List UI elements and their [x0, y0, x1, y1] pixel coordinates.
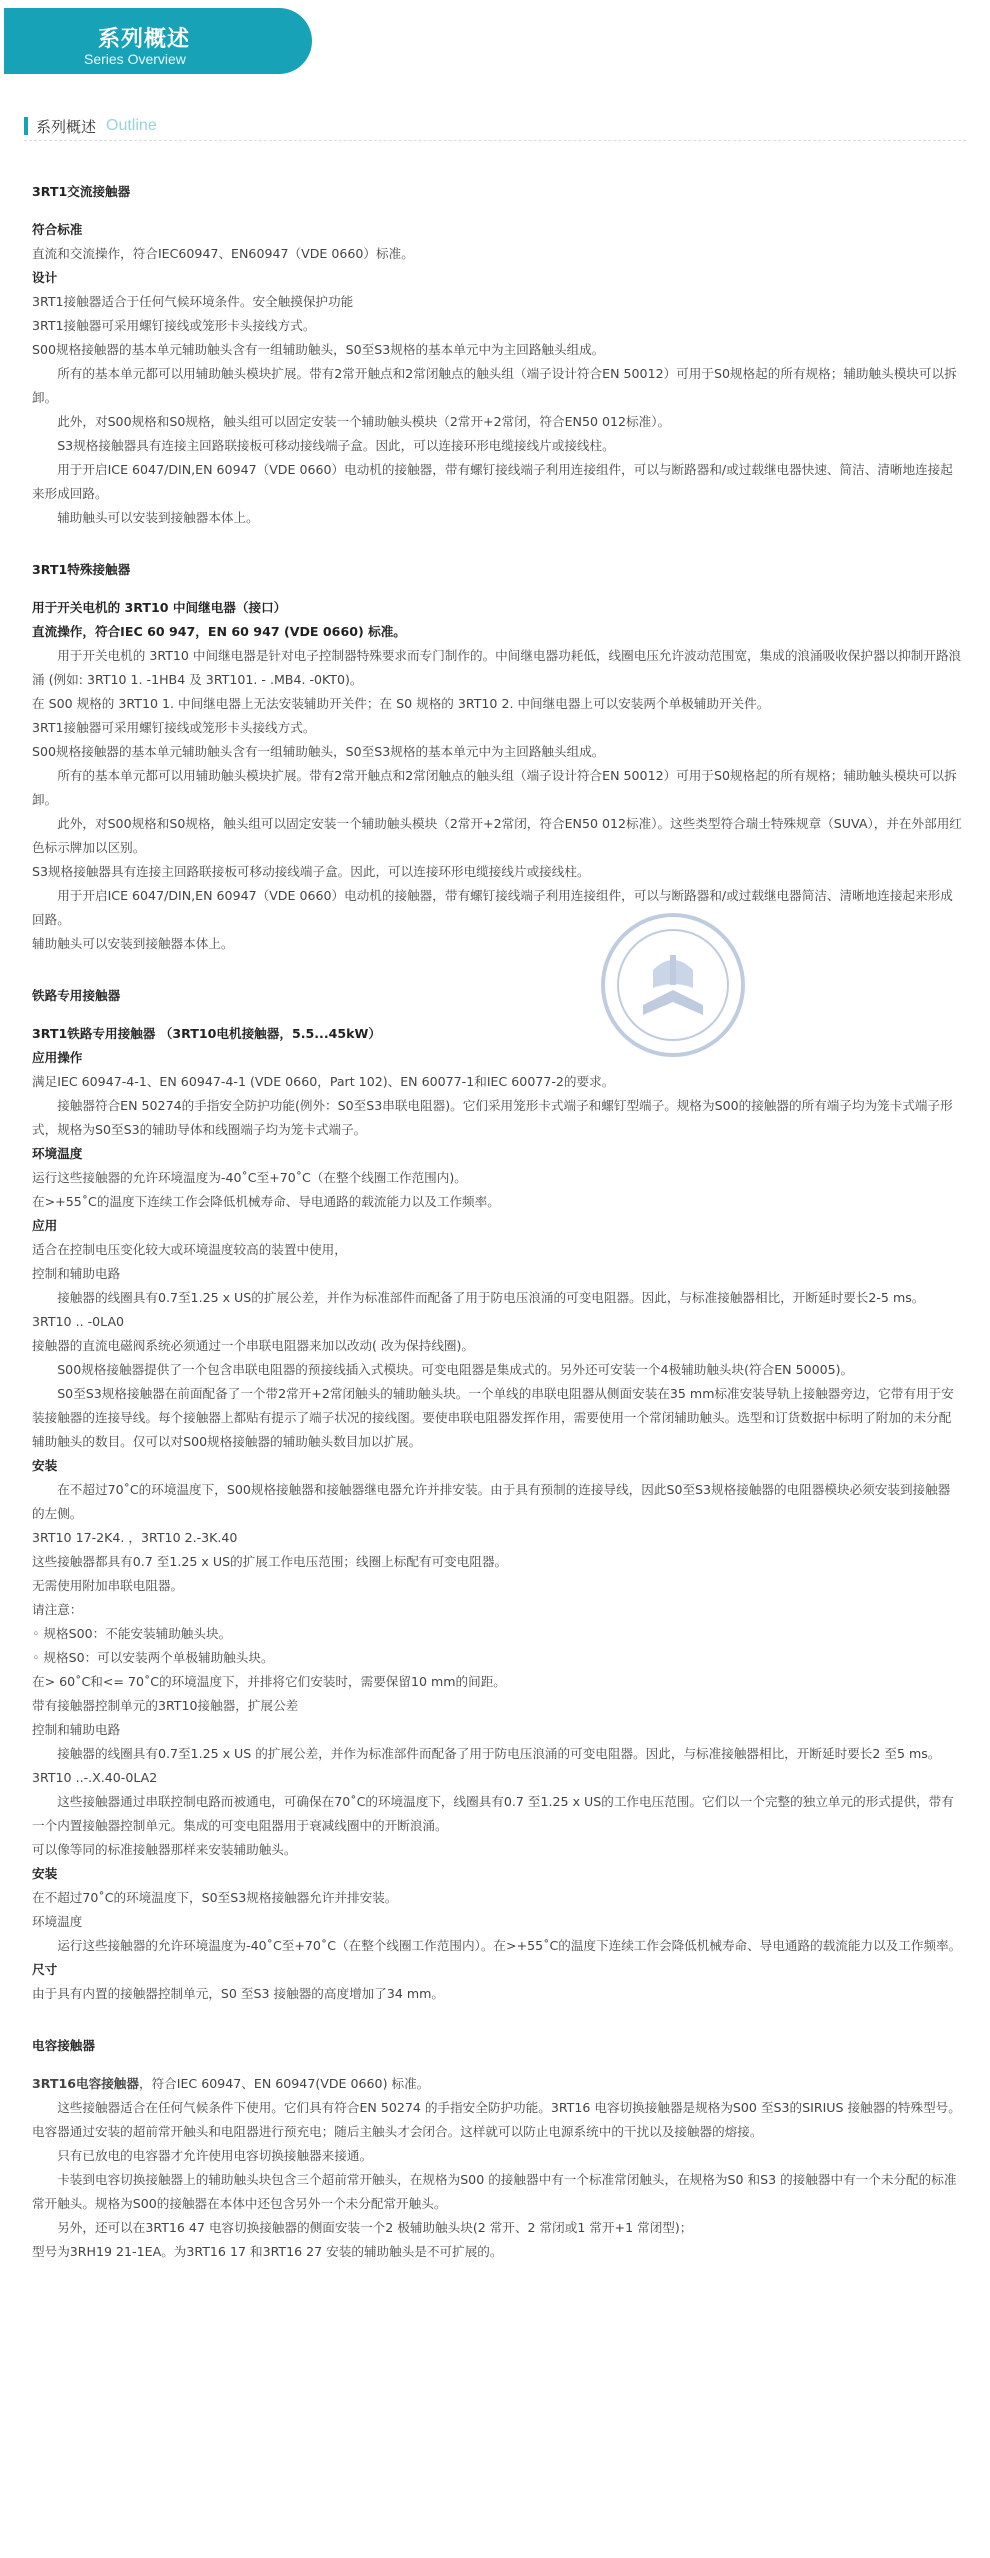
heading-line: 铁路专用接触器: [32, 988, 121, 1003]
paragraph: S0至S3规格接触器在前面配备了一个带2常开+2常闭触头的辅助触头块。一个单线的串联电阻器从侧面安装在35 mm标准安装导轨上接触器旁边，它带有用于安装接触器的连接导线。每个接触器上都贴有提示了端子状况的接线图。要使串联电阻器发挥作用，需要使用一个常闭辅助触头。选型和订货数据中标明了附加的未分配辅助触头的数目。仅可以对S00规格接触器的辅助触头数目加以扩展。: [32, 1386, 954, 1449]
paragraph: 运行这些接触器的允许环境温度为-40˚C至+70˚C（在整个线圈工作范围内)。: [32, 1170, 467, 1185]
paragraph: 接触器的线圈具有0.7至1.25 x US的扩展公差，并作为标准部件而配备了用于防电压浪涌的可变电阻器。因此，与标准接触器相比，开断延时要长2-5 ms。: [57, 1290, 925, 1305]
paragraph: 在> 60˚C和<= 70˚C的环境温度下，并排将它们安装时，需要保留10 mm的间距。: [32, 1674, 506, 1689]
paragraph: 此外，对S00规格和S0规格，触头组可以固定安装一个辅助触头模块（2常开+2常闭，符合EN50 012标准）。: [57, 414, 671, 429]
paragraph: 3RT10 17-2K4. ，3RT10 2.-3K.40: [32, 1530, 238, 1545]
paragraph: 运行这些接触器的允许环境温度为-40˚C至+70˚C（在整个线圈工作范围内）。在>+55˚C的温度下连续工作会降低机械寿命、导电通路的载流能力以及工作频率。: [57, 1938, 962, 1953]
paragraph: 可以像等同的标准接触器那样来安装辅助触头。: [32, 1842, 297, 1857]
heading-line: 电容接触器: [32, 2038, 95, 2053]
overview-content: [32, 166, 962, 2264]
section-divider: [24, 140, 966, 141]
spacer: [32, 1008, 962, 1022]
paragraph: 只有已放电的电容器才允许使用电容切换接触器来接通。: [57, 2148, 373, 2163]
paragraph: 控制和辅助电路: [32, 1266, 121, 1281]
paragraph: 所有的基本单元都可以用辅助触头模块扩展。带有2常开触点和2常闭触点的触头组（端子设计符合EN 50012）可用于S0规格起的所有规格；辅助触头模块可以拆卸。: [32, 366, 957, 405]
paragraph: 用于开启ICE 6047/DIN,EN 60947（VDE 0660）电动机的接触器，带有螺钉接线端子利用连接组件，可以与断路器和/或过载继电器简洁、清晰地连接起来形成回路。: [32, 888, 953, 927]
paragraph: 辅助触头可以安装到接触器本体上。: [32, 936, 234, 951]
spacer: [32, 2006, 962, 2034]
paragraph: S3规格接触器具有连接主回路联接板可移动接线端子盒。因此，可以连接环形电缆接线片或接线柱。: [57, 438, 615, 453]
paragraph: 3RT10 .. -0LA0: [32, 1314, 125, 1329]
paragraph: 由于具有内置的接触器控制单元，S0 至S3 接触器的高度增加了34 mm。: [32, 1986, 445, 2001]
paragraph: ◦ 规格S00：不能安装辅助触头块。: [32, 1626, 232, 1641]
paragraph: S00规格接触器的基本单元辅助触头含有一组辅助触头，S0至S3规格的基本单元中为主回路触头组成。: [32, 342, 605, 357]
spacer: [32, 2058, 962, 2072]
heading-line: 安装: [32, 1866, 58, 1881]
spacer: [32, 582, 962, 596]
paragraph: 3RT10 ..-.X.40-0LA2: [32, 1770, 158, 1785]
paragraph: 接触器的直流电磁阀系统必须通过一个串联电阻器来加以改动( 改为保持线圈)。: [32, 1338, 475, 1353]
paragraph: 这些接触器都具有0.7 至1.25 x US的扩展工作电压范围；线圈上标配有可变电阻器。: [32, 1554, 508, 1569]
section-title-cn: 系列概述: [36, 117, 97, 136]
paragraph: 所有的基本单元都可以用辅助触头模块扩展。带有2常开触点和2常闭触点的触头组（端子设计符合EN 50012）可用于S0规格起的所有规格；辅助触头模块可以拆卸。: [32, 768, 957, 807]
section-title-en: Outline: [106, 117, 157, 134]
paragraph: 这些接触器适合在任何气候条件下使用。它们具有符合EN 50274 的手指安全防护功能。3RT16 电容切换接触器是规格为S00 至S3的SIRIUS 接触器的特殊型号。电容器通过安装的超前常开触头和电阻器进行预充电；随后主触头才会闭合。这样就可以防止电源系统中的干扰以及接触器的熔接。: [32, 2100, 961, 2139]
heading-line: 应用: [32, 1218, 58, 1233]
series-overview-banner: [4, 8, 312, 74]
paragraph: 3RT1接触器适合于任何气候环境条件。安全触摸保护功能: [32, 294, 354, 309]
spacer: [32, 166, 962, 180]
paragraph: S3规格接触器具有连接主回路联接板可移动接线端子盒。因此，可以连接环形电缆接线片或接线柱。: [32, 864, 590, 879]
paragraph: 用于开启ICE 6047/DIN,EN 60947（VDE 0660）电动机的接触器，带有螺钉接线端子利用连接组件，可以与断路器和/或过载继电器快速、简洁、清晰地连接起来形成回路。: [32, 462, 953, 501]
paragraph: 在>+55˚C的温度下连续工作会降低机械寿命、导电通路的载流能力以及工作频率。: [32, 1194, 500, 1209]
paragraph: [32, 2072, 962, 2096]
heading-line: 3RT1特殊接触器: [32, 562, 131, 577]
heading-line: 安装: [32, 1458, 58, 1473]
paragraph: 另外，还可以在3RT16 47 电容切换接触器的侧面安装一个2 极辅助触头块(2 常开、2 常闭或1 常开+1 常闭型)；: [57, 2220, 693, 2235]
paragraph: 适合在控制电压变化较大或环境温度较高的装置中使用，: [32, 1242, 347, 1257]
paragraph: 3RT1接触器可采用螺钉接线或笼形卡头接线方式。: [32, 318, 316, 333]
paragraph: 卡装到电容切换接触器上的辅助触头块包含三个超前常开触头，在规格为S00 的接触器中有一个标准常闭触头，在规格为S0 和S3 的接触器中有一个未分配的标准常开触头。规格为S00的接触器在本体中还包含另外一个未分配常开触头。: [32, 2172, 957, 2211]
section-heading: [24, 116, 157, 136]
spacer: [32, 204, 962, 218]
paragraph: 在 S00 规格的 3RT10 1. 中间继电器上无法安装辅助开关件；在 S0 规格的 3RT10 2. 中间继电器上可以安装两个单极辅助开关件。: [32, 696, 770, 711]
heading-line: 直流操作，符合IEC 60 947，EN 60 947 (VDE 0660) 标准。: [32, 624, 406, 639]
paragraph: 请注意：: [32, 1602, 83, 1617]
paragraph: 用于开关电机的 3RT10 中间继电器是针对电子控制器特殊要求而专门制作的。中间继电器功耗低，线圈电压允许波动范围宽，集成的浪涌吸收保护器以抑制开路浪涌 (例如: 3RT10 1. -1HB4 及 3RT101. - .MB4. -0KT0)。: [32, 648, 962, 687]
paragraph: 型号为3RH19 21-1EA。为3RT16 17 和3RT16 27 安装的辅助触头是不可扩展的。: [32, 2244, 503, 2259]
heading-line: 应用操作: [32, 1050, 83, 1065]
paragraph: 控制和辅助电路: [32, 1722, 121, 1737]
paragraph: 环境温度: [32, 1914, 83, 1929]
paragraph: 接触器的线圈具有0.7至1.25 x US 的扩展公差，并作为标准部件而配备了用于防电压浪涌的可变电阻器。因此，与标准接触器相比，开断延时要长2 至5 ms。: [57, 1746, 941, 1761]
paragraph: 无需使用附加串联电阻器。: [32, 1578, 184, 1593]
paragraph-text: ，符合IEC 60947、EN 60947(VDE 0660) 标准。: [138, 2076, 430, 2091]
section-heading-bar: [24, 117, 28, 135]
seal-watermark-icon: [598, 910, 748, 1060]
paragraph: S00规格接触器的基本单元辅助触头含有一组辅助触头，S0至S3规格的基本单元中为主回路触头组成。: [32, 744, 605, 759]
paragraph: ◦ 规格S0：可以安装两个单极辅助触头块。: [32, 1650, 274, 1665]
paragraph-bold-lead: 3RT16电容接触器: [32, 2076, 139, 2091]
paragraph: 3RT1接触器可采用螺钉接线或笼形卡头接线方式。: [32, 720, 316, 735]
spacer: [32, 530, 962, 558]
heading-line: 符合标准: [32, 222, 83, 237]
heading-line: 3RT1交流接触器: [32, 184, 131, 199]
heading-line: 用于开关电机的 3RT10 中间继电器（接口）: [32, 600, 287, 615]
paragraph: 接触器符合EN 50274的手指安全防护功能(例外：S0至S3串联电阻器)。它们采用笼形卡式端子和螺钉型端子。规格为S00的接触器的所有端子均为笼卡式端子形式，规格为S0至S3的辅助导体和线圈端子均为笼卡式端子。: [32, 1098, 953, 1137]
banner-title: 系列概述: [98, 27, 191, 52]
spacer: [32, 956, 962, 984]
paragraph: 此外，对S00规格和S0规格，触头组可以固定安装一个辅助触头模块（2常开+2常闭，符合EN50 012标准）。这些类型符合瑞士特殊规章（SUVA），并在外部用红色标示牌加以区别。: [32, 816, 962, 855]
paragraph: 带有接触器控制单元的3RT10接触器，扩展公差: [32, 1698, 299, 1713]
banner-subtitle: Series Overview: [84, 51, 186, 67]
heading-line: 尺寸: [32, 1962, 58, 1977]
heading-line: 3RT1铁路专用接触器 （3RT10电机接触器，5.5...45kW）: [32, 1026, 382, 1041]
paragraph: S00规格接触器提供了一个包含串联电阻器的预接线插入式模块。可变电阻器是集成式的。另外还可安装一个4极辅助触头块(符合EN 50005)。: [57, 1362, 854, 1377]
paragraph: 满足IEC 60947-4-1、EN 60947-4-1 (VDE 0660，Part 102)、EN 60077-1和IEC 60077-2的要求。: [32, 1074, 615, 1089]
paragraph: 这些接触器通过串联控制电路而被通电，可确保在70˚C的环境温度下，线圈具有0.7 至1.25 x US的工作电压范围。它们以一个完整的独立单元的形式提供，带有一个内置接触器控制单元。集成的可变电阻器用于衰减线圈中的开断浪涌。: [32, 1794, 954, 1833]
paragraph: 在不超过70˚C的环境温度下，S0至S3规格接触器允许并排安装。: [32, 1890, 398, 1905]
paragraph: 直流和交流操作，符合IEC60947、EN60947（VDE 0660）标准。: [32, 246, 414, 261]
paragraph: 在不超过70˚C的环境温度下，S00规格接触器和接触器继电器允许并排安装。由于具有预制的连接导线，因此S0至S3规格接触器的电阻器模块必须安装到接触器的左侧。: [32, 1482, 951, 1521]
paragraph: 辅助触头可以安装到接触器本体上。: [57, 510, 259, 525]
heading-line: 环境温度: [32, 1146, 83, 1161]
heading-line: 设计: [32, 270, 58, 285]
